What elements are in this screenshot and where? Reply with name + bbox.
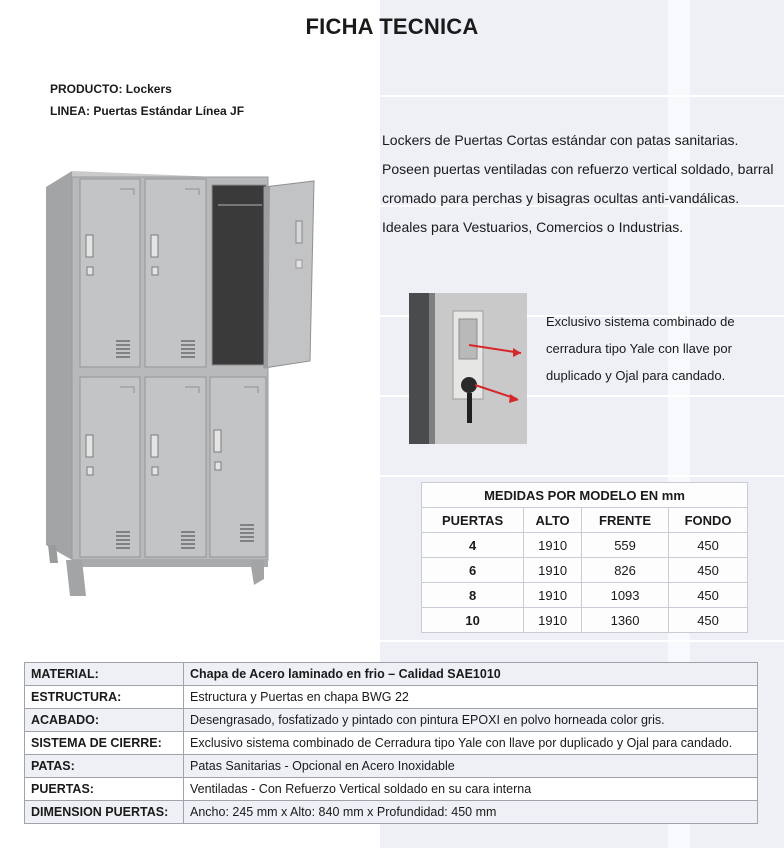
table-cell: 1910 [524, 583, 582, 608]
column-header: ALTO [524, 508, 582, 533]
table-cell: 450 [669, 533, 748, 558]
spec-value: Chapa de Acero laminado en frio – Calidad SAE1010 [184, 663, 758, 686]
locker-cabinet-image [42, 165, 318, 597]
spec-value: Estructura y Puertas en chapa BWG 22 [184, 686, 758, 709]
column-header: PUERTAS [422, 508, 524, 533]
product-description [382, 126, 778, 242]
table-cell: 1910 [524, 558, 582, 583]
product-label: PRODUCTO: Lockers [50, 82, 172, 96]
spec-value: Ventiladas - Con Refuerzo Vertical soldado en su cara interna [184, 778, 758, 801]
table-cell: 1910 [524, 533, 582, 558]
table-cell: 450 [669, 558, 748, 583]
column-header: FONDO [669, 508, 748, 533]
spec-label: ACABADO: [25, 709, 184, 732]
spec-value: Exclusivo sistema combinado de Cerradura tipo Yale con llave por duplicado y Ojal para candado. [184, 732, 758, 755]
spec-value: Ancho: 245 mm x Alto: 840 mm x Profundidad: 450 mm [184, 801, 758, 824]
spec-table [24, 662, 758, 824]
line-label: LINEA: Puertas Estándar Línea JF [50, 104, 245, 118]
description-line: Lockers de Puertas Cortas estándar con patas sanitarias. [382, 132, 739, 148]
measures-table [421, 482, 748, 633]
table-cell: 559 [582, 533, 669, 558]
spec-row [25, 663, 758, 686]
table-cell: 4 [422, 533, 524, 558]
spec-value: Desengrasado, fosfatizado y pintado con pintura EPOXI en polvo horneada color gris. [184, 709, 758, 732]
spec-row [25, 732, 758, 755]
spec-row [25, 686, 758, 709]
background-line [380, 640, 784, 642]
spec-label: DIMENSION PUERTAS: [25, 801, 184, 824]
table-cell: 8 [422, 583, 524, 608]
table-cell: 10 [422, 608, 524, 633]
spec-label: PUERTAS: [25, 778, 184, 801]
table-cell: 450 [669, 583, 748, 608]
spec-value: Patas Sanitarias - Opcional en Acero Inoxidable [184, 755, 758, 778]
table-cell: 450 [669, 608, 748, 633]
spec-label: SISTEMA DE CIERRE: [25, 732, 184, 755]
spec-label: MATERIAL: [25, 663, 184, 686]
measures-title: MEDIDAS POR MODELO EN mm [422, 483, 748, 508]
table-cell: 1093 [582, 583, 669, 608]
description-line: Ideales para Vestuarios, Comercios o Industrias. [382, 219, 684, 235]
background-line [380, 95, 784, 97]
description-line: Poseen puertas ventiladas con refuerzo vertical soldado, barral cromado para perchas y bisagras ocultas anti-vandálicas. [382, 161, 774, 206]
table-cell: 1910 [524, 608, 582, 633]
table-row [422, 583, 748, 608]
page-title: FICHA TECNICA [305, 14, 479, 39]
spec-label: ESTRUCTURA: [25, 686, 184, 709]
table-cell: 6 [422, 558, 524, 583]
table-cell: 1360 [582, 608, 669, 633]
column-header: FRENTE [582, 508, 669, 533]
table-row [422, 608, 748, 633]
table-row [422, 558, 748, 583]
spec-label: PATAS: [25, 755, 184, 778]
table-row [422, 533, 748, 558]
spec-row [25, 709, 758, 732]
spec-row [25, 801, 758, 824]
table-cell: 826 [582, 558, 669, 583]
lock-detail-image [409, 293, 527, 444]
spec-row [25, 755, 758, 778]
background-line [380, 475, 784, 477]
spec-row [25, 778, 758, 801]
lock-caption: Exclusivo sistema combinado de cerradura tipo Yale con llave por duplicado y Ojal para candado. [546, 314, 735, 383]
